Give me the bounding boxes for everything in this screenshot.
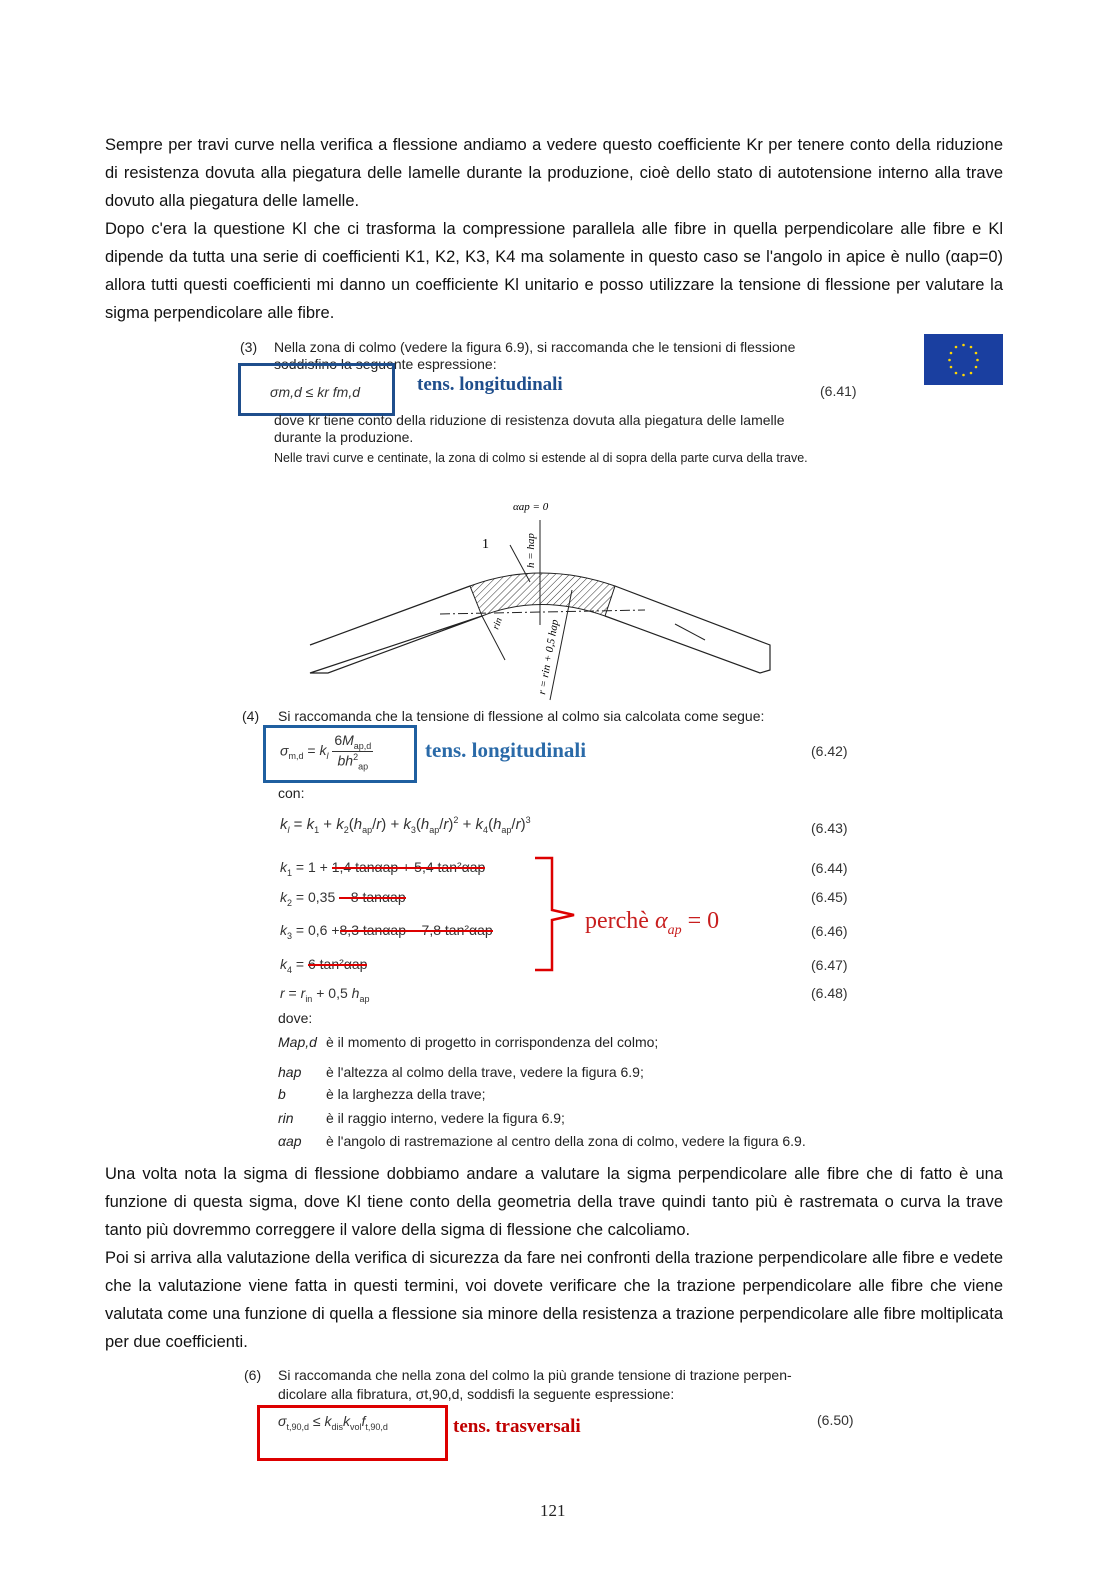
curved-beam-figure — [300, 490, 780, 705]
eqnum-6-45: (6.45) — [811, 889, 848, 905]
def-text: è la larghezza della trave; — [326, 1086, 486, 1102]
excerpt3-line3: dove kr tiene conto della riduzione di resistenza dovuta alla piegatura delle lamelle — [274, 412, 785, 428]
paragraph-2: Dopo c'era la questione Kl che ci trasforma la compressione parallela alle fibre in quella perpendicolare alle fibre e Kl dipende da tutta una serie di coefficienti K1, K2, K3, K4 ma solamente in questo caso se l'angolo in apice è nullo (αap=0) allora tutti questi coefficienti mi danno un coefficiente Kl unitario e posso utilizzare la tensione di flessione per valutare la sigma perpendicolare alle fibre. — [105, 220, 1003, 322]
intro-text-block — [105, 131, 1003, 327]
excerpt3-line2: soddisfino la seguente espressione: — [274, 356, 497, 372]
eqnum-6-50: (6.50) — [817, 1412, 854, 1428]
excerpt3-line4: durante la produzione. — [274, 429, 414, 445]
def-text: è l'angolo di rastremazione al centro della zona di colmo, vedere la figura 6.9. — [326, 1133, 806, 1149]
eqnum-6-47: (6.47) — [811, 957, 848, 973]
excerpt4-marker: (4) — [242, 708, 260, 724]
eqnum-6-43: (6.43) — [811, 820, 848, 836]
def-symbol: rin — [278, 1110, 294, 1126]
def-symbol: αap — [278, 1133, 302, 1149]
annotation-longitudinal-1: tens. longitudinali — [417, 374, 563, 395]
page-number: 121 — [540, 1501, 566, 1520]
eqnum-6-41: (6.41) — [820, 383, 857, 399]
con-label: con: — [278, 785, 305, 801]
def-symbol: Map,d — [278, 1034, 317, 1050]
label-1: 1 — [482, 537, 489, 552]
formula-6-48: $r = r_{in} + 0,5$ $h_{ap}$ — [280, 985, 370, 1004]
eqnum-6-44: (6.44) — [811, 860, 848, 876]
def-symbol: b — [278, 1086, 286, 1102]
annotation-perche: perchè $\alpha_{ap} = 0$ — [585, 908, 720, 938]
eqnum-6-46: (6.46) — [811, 923, 848, 939]
formula-6-45: $k_2 = 0,35 - 8$ tanαap — [280, 889, 406, 908]
excerpt3-note: Nelle travi curve e centinate, la zona di colmo si estende al di sopra della parte curva della trave. — [274, 451, 808, 465]
paragraph-4: Poi si arriva alla valutazione della verifica di sicurezza da fare nei confronti della trazione perpendicolare alle fibre e vedete che la valutazione viene fatta in questi termini, voi dovete verificare che la trazione perpendicolare alle fibre che viene valutata come una funzione di quella a flessione sia minore della resistenza a trazione perpendicolare alle fibre moltiplicata per due coefficienti. — [105, 1249, 1003, 1351]
formula-6-46: $k_3 = 0,6 +8,3$ tanαap – 7,8 tan²αap — [280, 922, 493, 941]
formula-6-47: $k_4 = 6$ tan²αap — [280, 956, 368, 975]
paragraph-1: Sempre per travi curve nella verifica a flessione andiamo a vedere questo coefficiente Kr per tenere conto della riduzione di resistenza dovuta alla piegatura delle lamelle durante la produzione, cioè dello stato di autotensione interno alla trave dovuto alla piegatura delle lamelle. — [105, 136, 1003, 210]
formula-6-50: $\sigma_{t,90,d} \le k_{dis}k_{vol}f_{t,90,d}$ — [278, 1413, 388, 1432]
excerpt4-line1: Si raccomanda che la tensione di flessione al colmo sia calcolata come segue: — [278, 708, 765, 724]
def-text: è l'altezza al colmo della trave, vedere la figura 6.9; — [326, 1064, 644, 1080]
formula-6-44: $k_1 = 1 + 1,4$ tanαap + 5,4 tan²αap — [280, 859, 486, 878]
def-text: è il momento di progetto in corrispondenza del colmo; — [326, 1034, 659, 1050]
formula-6-42: $\sigma_{m,d} = k_l$ $\frac{6M_{ap,d}}{bh^2_{ap}}$ — [280, 732, 372, 772]
excerpt6-marker: (6) — [244, 1367, 262, 1383]
excerpt6-line1: Si raccomanda che nella zona del colmo la più grande tensione di trazione perpen- — [278, 1367, 792, 1383]
dove-label: dove: — [278, 1010, 313, 1026]
formula-6-41: σm,d ≤ kr fm,d — [270, 384, 361, 400]
label-rin: rin — [490, 616, 505, 632]
eqnum-6-42: (6.42) — [811, 743, 848, 759]
label-r: r = rin + 0,5 hap — [536, 618, 562, 696]
closing-text-block — [105, 1160, 1003, 1356]
def-symbol: hap — [278, 1064, 302, 1080]
annotation-trasversali: tens. trasversali — [453, 1416, 581, 1437]
label-alpha-ap: αap = 0 — [513, 501, 549, 513]
annotation-longitudinal-2: tens. longitudinali — [425, 738, 587, 762]
eqnum-6-48: (6.48) — [811, 985, 848, 1001]
excerpt3-marker: (3) — [240, 339, 258, 355]
def-text: è il raggio interno, vedere la figura 6.9; — [326, 1110, 565, 1126]
red-brace — [530, 855, 580, 975]
label-h-hap: h = hap — [525, 533, 537, 568]
excerpt3-line1: Nella zona di colmo (vedere la figura 6.9), si raccomanda che le tensioni di flessione — [274, 339, 796, 355]
eu-flag-icon — [924, 334, 1003, 385]
excerpt6-line2: dicolare alla fibratura, σt,90,d, soddisfi la seguente espressione: — [278, 1386, 675, 1402]
paragraph-3: Una volta nota la sigma di flessione dobbiamo andare a valutare la sigma perpendicolare alle fibre che di fatto è una funzione di questa sigma, dove Kl tiene conto della geometria della trave quindi tanto più è rastremata o curva la trave tanto più dovremmo correggere il valore della sigma di flessione che calcoliamo. — [105, 1165, 1003, 1239]
formula-6-43: $k_l = k_1 + k_2(h_{ap}/r) + k_3(h_{ap}/r)^2 + k_4(h_{ap}/r)^3$ — [280, 815, 531, 835]
